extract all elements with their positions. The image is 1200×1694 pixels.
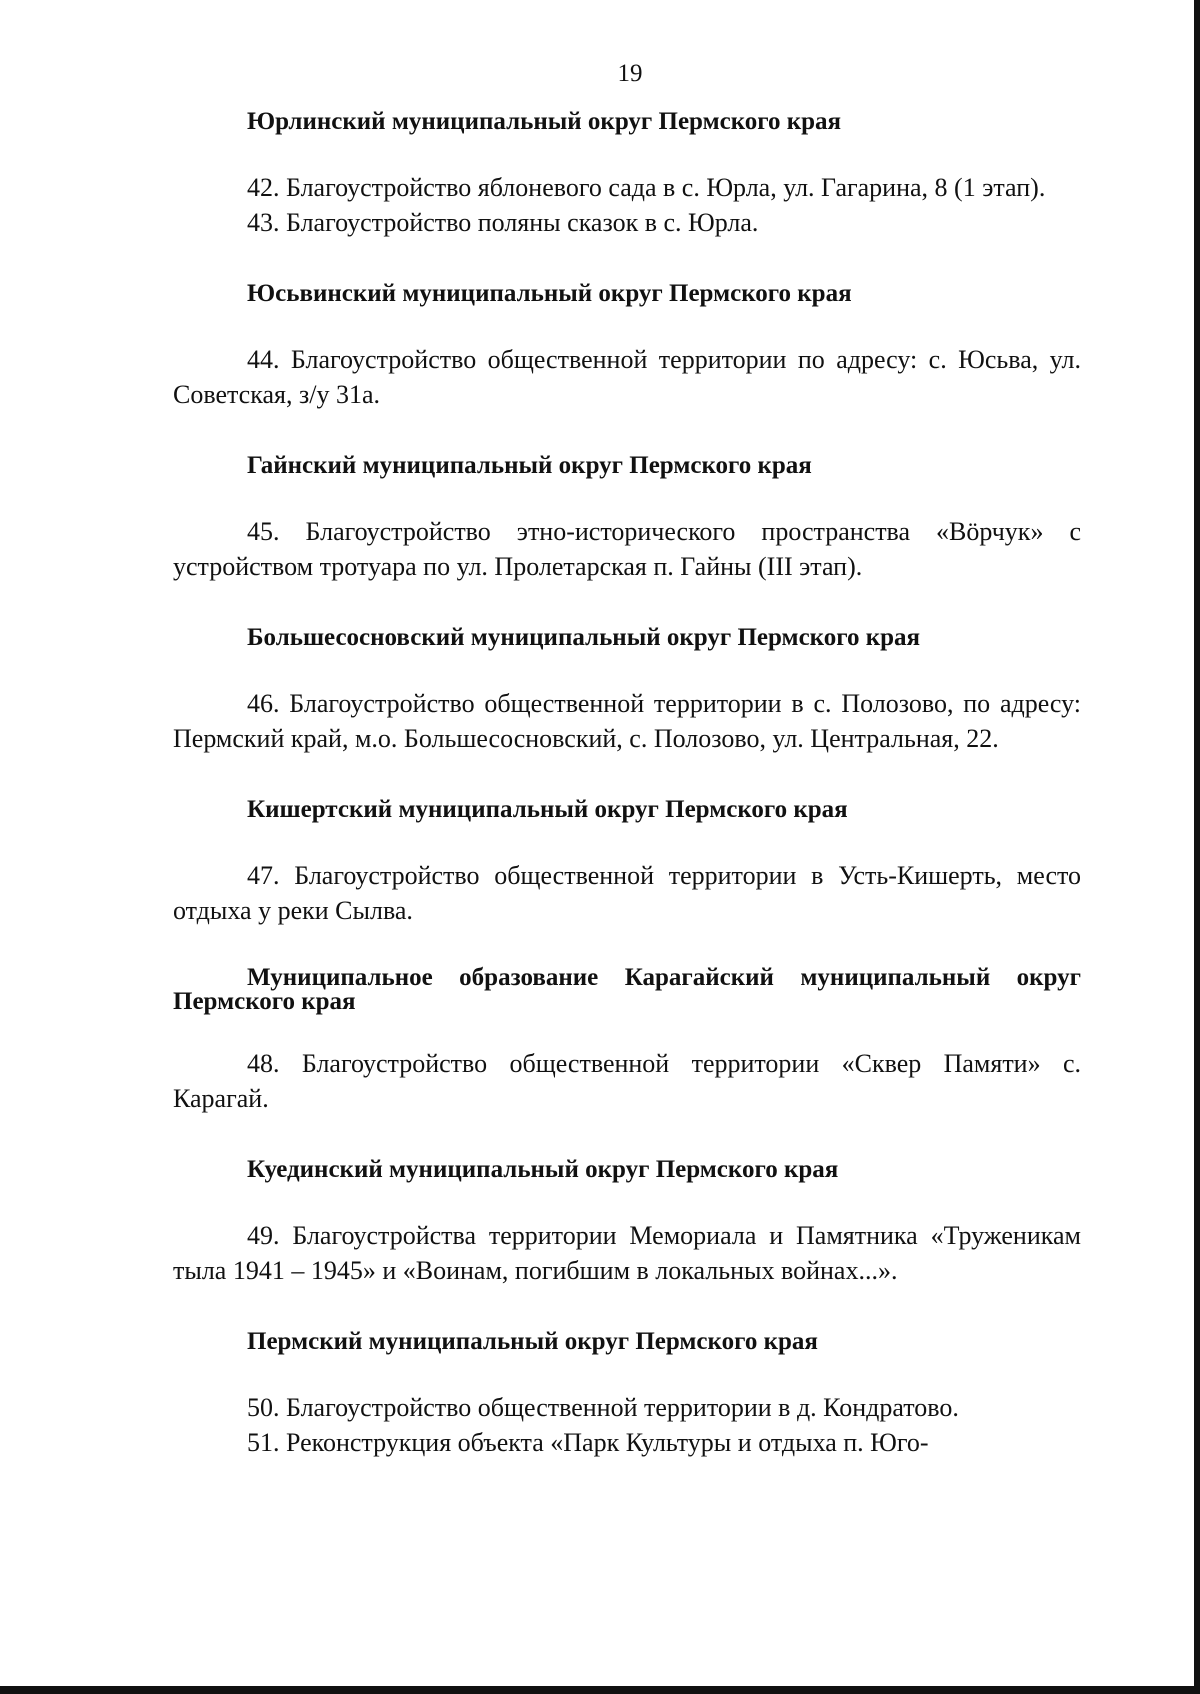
- section-title: Юсьвинский муниципальный округ Пермского края: [247, 280, 852, 307]
- section-yusva: [173, 278, 1081, 412]
- section-bolshaya-sosnova: [173, 622, 1081, 756]
- section-title: Большесосновский муниципальный округ Пермского края: [247, 624, 921, 651]
- section-karagai: [173, 966, 1081, 1116]
- page-border-right: [1194, 0, 1200, 1694]
- section-yurla: [173, 106, 1081, 240]
- list-item: 50. Благоустройство общественной территории в д. Кондратово.: [247, 1393, 959, 1422]
- list-item: 45. Благоустройство этно-исторического пространства «Вӧрчук» с устройством тротуара по ул. Пролетарская п. Гайны (III этап).: [173, 517, 1081, 581]
- list-item: 49. Благоустройства территории Мемориала и Памятника «Труженикам тыла 1941 – 1945» и «Воинам, погибшим в локальных войнах...».: [173, 1221, 1081, 1285]
- document-body: [173, 106, 1081, 1460]
- section-gainy: [173, 450, 1081, 584]
- page-border-bottom: [0, 1686, 1200, 1694]
- section-kueda: [173, 1154, 1081, 1288]
- list-item: 48. Благоустройство общественной территории «Сквер Памяти» с. Карагай.: [173, 1049, 1081, 1113]
- section-title: Пермский муниципальный округ Пермского края: [247, 1328, 818, 1355]
- page-number: 19: [617, 60, 643, 87]
- section-perm: [173, 1326, 1081, 1460]
- section-kishert: [173, 794, 1081, 928]
- section-title: Муниципальное образование Карагайский муниципальный округ Пермского края: [173, 964, 1081, 1015]
- list-item: 51. Реконструкция объекта «Парк Культуры и отдыха п. Юго-: [247, 1428, 929, 1457]
- section-title: Куединский муниципальный округ Пермского края: [247, 1156, 839, 1183]
- list-item: 42. Благоустройство яблоневого сада в с. Юрла, ул. Гагарина, 8 (1 этап).: [247, 173, 1046, 202]
- section-title: Гайнский муниципальный округ Пермского края: [247, 452, 812, 479]
- list-item: 43. Благоустройство поляны сказок в с. Юрла.: [247, 208, 759, 237]
- list-item: 47. Благоустройство общественной территории в Усть-Кишерть, место отдыха у реки Сылва.: [173, 861, 1081, 925]
- list-item: 46. Благоустройство общественной территории в с. Полозово, по адресу: Пермский край, м.о. Большесосновский, с. Полозово, ул. Центральная, 22.: [173, 689, 1081, 753]
- section-title: Юрлинский муниципальный округ Пермского края: [247, 108, 842, 135]
- section-title: Кишертский муниципальный округ Пермского края: [247, 796, 848, 823]
- list-item: 44. Благоустройство общественной территории по адресу: с. Юсьва, ул. Советская, з/у 31а.: [173, 345, 1081, 409]
